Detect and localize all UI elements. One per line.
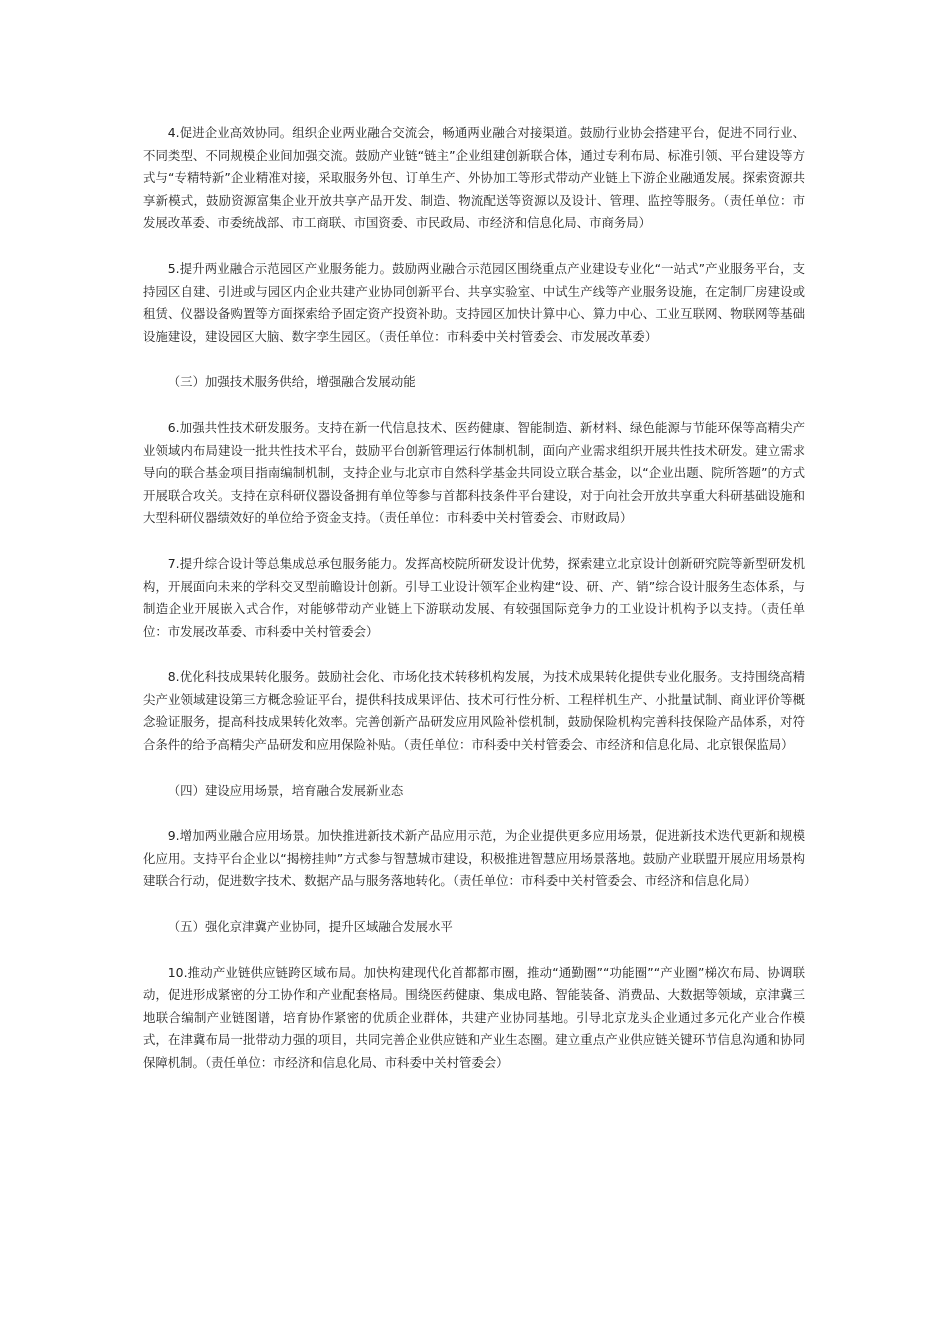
section-heading-5: （五）强化京津冀产业协同，提升区域融合发展水平 xyxy=(167,919,453,935)
document-page xyxy=(143,122,805,1075)
paragraph-item-4: 4.促进企业高效协同。组织企业两业融合交流会，畅通两业融合对接渠道。鼓励行业协会搭建平台，促进不同行业、不同类型、不同规模企业间加强交流。鼓励产业链“链主”企业组建创新联合体，通过专利布局、标准引领、平台建设等方式与“专精特新”企业精准对接，采取服务外包、订单生产、外协加工等形式带动产业链上下游企业融通发展。探索资源共享新模式，鼓励资源富集企业开放共享产品开发、制造、物流配送等资源以及设计、管理、监控等服务。（责任单位：市发展改革委、市委统战部、市工商联、市国资委、市民政局、市经济和信息化局、市商务局） xyxy=(143,125,805,231)
section-heading-4: （四）建设应用场景，培育融合发展新业态 xyxy=(167,782,404,798)
section-heading-3: （三）加强技术服务供给，增强融合发展动能 xyxy=(167,374,416,390)
paragraph-item-5: 5.提升两业融合示范园区产业服务能力。鼓励两业融合示范园区围绕重点产业建设专业化“一站式”产业服务平台，支持园区自建、引进或与园区内企业共建产业协同创新平台、共享实验室、中试生产线等产业服务设施，在定制厂房建设或租赁、仪器设备购置等方面探索给予固定资产投资补助。支持园区加快计算中心、算力中心、工业互联网、物联网等基础设施建设，建设园区大脑、数字孪生园区。（责任单位：市科委中关村管委会、市发展改革委） xyxy=(143,260,805,344)
paragraph-item-9: 9.增加两业融合应用场景。加快推进新技术新产品应用示范，为企业提供更多应用场景，促进新技术迭代更新和规模化应用。支持平台企业以“揭榜挂帅”方式参与智慧城市建设，积极推进智慧应用场景落地。鼓励产业联盟开展应用场景构建联合行动，促进数字技术、数据产品与服务落地转化。（责任单位：市科委中关村管委会、市经济和信息化局） xyxy=(143,828,805,889)
paragraph-item-8: 8.优化科技成果转化服务。鼓励社会化、市场化技术转移机构发展，为技术成果转化提供专业化服务。支持围绕高精尖产业领域建设第三方概念验证平台，提供科技成果评估、技术可行性分析、工程样机生产、小批量试制、商业评价等概念验证服务，提高科技成果转化效率。完善创新产品研发应用风险补偿机制，鼓励保险机构完善科技保险产品体系，对符合条件的给予高精尖产品研发和应用保险补贴。（责任单位：市科委中关村管委会、市经济和信息化局、北京银保监局） xyxy=(143,669,805,753)
paragraph-item-7: 7.提升综合设计等总集成总承包服务能力。发挥高校院所研发设计优势，探索建立北京设计创新研究院等新型研发机构，开展面向未来的学科交叉型前瞻设计创新。引导工业设计领军企业构建“设、研、产、销”综合设计服务生态体系，与制造企业开展嵌入式合作，对能够带动产业链上下游联动发展、有较强国际竞争力的工业设计机构予以支持。（责任单位：市发展改革委、市科委中关村管委会） xyxy=(143,555,805,639)
paragraph-item-10: 10.推动产业链供应链跨区域布局。加快构建现代化首都都市圈，推动“通勤圈”“功能圈”“产业圈”梯次布局、协调联动，促进形成紧密的分工协作和产业配套格局。围绕医药健康、集成电路、智能装备、消费品、大数据等领域，京津冀三地联合编制产业链图谱，培育协作紧密的优质企业群体，共建产业协同基地。引导北京龙头企业通过多元化产业合作模式，在津冀布局一批带动力强的项目，共同完善企业供应链和产业生态圈。建立重点产业供应链关键环节信息沟通和协同保障机制。（责任单位：市经济和信息化局、市科委中关村管委会） xyxy=(143,964,805,1070)
paragraph-item-6: 6.加强共性技术研发服务。支持在新一代信息技术、医药健康、智能制造、新材料、绿色能源与节能环保等高精尖产业领域内布局建设一批共性技术平台，鼓励平台创新管理运行体制机制，面向产业需求组织开展共性技术研发。建立需求导向的联合基金项目指南编制机制，支持企业与北京市自然科学基金共同设立联合基金，以“企业出题、院所答题”的方式开展联合攻关。支持在京科研仪器设备拥有单位等参与首都科技条件平台建设，对于向社会开放共享重大科研基础设施和大型科研仪器绩效好的单位给予资金支持。（责任单位：市科委中关村管委会、市财政局） xyxy=(143,419,805,526)
